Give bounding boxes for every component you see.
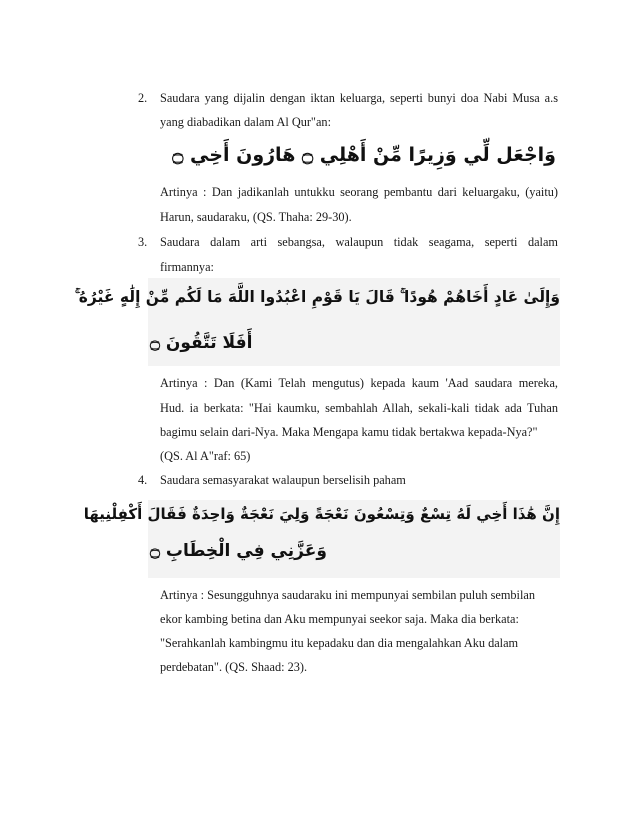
item-text-line: Saudara dalam arti sebangsa, walaupun tidak seagama, seperti dalam [160, 235, 558, 249]
arabic-verse-line: وَاجْعَل لِّي وَزِيرًا مِّنْ أَهْلِي ۝ هَارُونَ أَخِي ۝ [172, 144, 556, 166]
arabic-verse-shaad [83, 500, 560, 528]
arabic-verse-line: وَعَزَّنِي فِي الْخِطَابِ ۝ [150, 541, 327, 561]
translation-line: Hud. ia berkata: "Hai kaumku, sembahlah Allah, sekali-kali tidak ada Tuhan [160, 401, 558, 415]
translation-line: Harun, saudaraku, (QS. Thaha: 29-30). [160, 210, 352, 224]
translation-line: (QS. Al A"raf: 65) [160, 449, 251, 463]
item-text-line: Saudara yang dijalin dengan iktan keluarga, seperti bunyi doa Nabi Musa a.s [160, 91, 558, 105]
arabic-verse-araf-end [150, 328, 560, 358]
translation-line: "Serahkanlah kambingmu itu kepadaku dan dia mengalahkan Aku dalam [160, 636, 519, 650]
item-text-line: firmannya: [160, 260, 214, 274]
arabic-verse-taha [160, 140, 556, 170]
item-text-line: yang diabadikan dalam Al Qur"an: [160, 115, 331, 129]
arabic-verse-shaad-end [150, 536, 560, 566]
translation-line: Artinya : Sesungguhnya saudaraku ini mempunyai sembilan puluh sembilan [160, 588, 535, 602]
item-number: 2. [138, 91, 148, 105]
translation-line: Artinya : Dan (Kami Telah mengutus) kepada kaum 'Aad saudara mereka, [160, 376, 558, 390]
translation-line: Artinya : Dan jadikanlah untukku seorang pembantu dari keluargaku, (yaitu) [160, 185, 558, 199]
arabic-verse-line: إِنَّ هَٰذَا أَخِي لَهُ تِسْعٌ وَتِسْعُونَ نَعْجَةً وَلِيَ نَعْجَةٌ وَاحِدَةٌ فَقَالَ أَكْفِلْنِيهَا [83, 505, 560, 523]
translation-line: bagimu selain dari-Nya. Maka Mengapa kamu tidak bertakwa kepada-Nya?" [160, 425, 538, 439]
arabic-verse-line: أَفَلَا تَتَّقُونَ ۝ [150, 333, 253, 353]
item-number: 3. [138, 235, 148, 249]
translation-line: perdebatan". (QS. Shaad: 23). [160, 660, 308, 674]
translation-line: ekor kambing betina dan Aku mempunyai seekor saja. Maka dia berkata: [160, 612, 519, 626]
item-number: 4. [138, 473, 148, 487]
arabic-verse-araf [74, 282, 560, 312]
item-text-line: Saudara semasyarakat walaupun berselisih paham [160, 473, 406, 487]
arabic-verse-line: وَإِلَىٰ عَادٍ أَخَاهُمْ هُودًا ۚ قَالَ يَا قَوْمِ اعْبُدُوا اللَّهَ مَا لَكُم مِّنْ إِلَٰهٍ غَيْرُهُ ۚ [74, 288, 560, 306]
